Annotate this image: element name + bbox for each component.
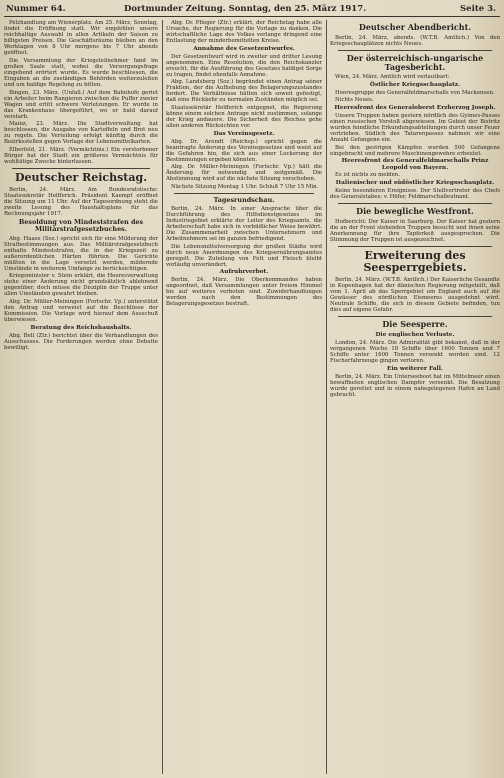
sub-heading: Das Vereinsgesetz. (213, 130, 275, 137)
article-paragraph: Abg. Dr. Arendt (Reichsp.) spricht gegen die beantragte Änderung des Vereinsgesetzes und weist auf die Gefahren hin, die sich aus einer Lockerung der Bestimmungen ergeben könnten. (166, 138, 322, 163)
article-paragraph: Abg. Haase (Soz.) spricht sich für eine Milderung der Strafbestimmungen aus. Das Militärstrafgesetzbuch enthalte Mindeststrafen, die in der Kriegszeit zu außerordentlichen Härten führten. Die Gerichte müßten in die Lage versetzt werden, mildernde Umstände in weiterem Umfange zu berücksichtigen. (4, 235, 158, 272)
section-heading: Erweiterung des Seesperrgebiets. (363, 248, 467, 275)
paper-title-date: Dortmunder Zeitung. Sonntag, den 25. März 1917. (124, 4, 367, 14)
article-paragraph: Berlin, 24. März, abends. (W.T.B. Amtlich.) Von den Kriegsschauplätzen nichts Neues. (330, 34, 500, 47)
article-paragraph: Abg. Bell (Ztr.) berichtet über die Verhandlungen des Ausschusses. Die Forderungen werden ohne Debatte bewilligt. (4, 332, 158, 351)
section-heading: Der österreichisch-ungarische Tagesbericht. (346, 52, 484, 72)
page-number: Seite 3. (460, 4, 496, 14)
sub-heading: Östlicher Kriegsschauplatz. (369, 82, 461, 89)
divider (338, 316, 492, 317)
column-3 (330, 20, 500, 774)
divider (338, 246, 492, 247)
article-paragraph: Elberfeld, 21. März. (Vermächtnis.) Ein verstorbener Bürger hat der Stadt ein größeres Vermächtnis für wohltätige Zwecke hinterlassen. (4, 146, 158, 166)
article-paragraph: Staatssekretär Helfferich entgegnet, die Regierung könne einem solchen Antrage nicht zustimmen, solange der Krieg andauere. Die Sicherheit des Reiches gehe allen anderen Rücksichten vor. (166, 104, 322, 130)
article-paragraph: Die Lebensmittelversorgung der großen Städte wird durch neue Anordnungen des Kriegsernährungsamtes geregelt. Die Zuteilung von Fett und Fleisch bleibt vorläufig unverändert. (166, 243, 322, 268)
article-paragraph: Nächste Sitzung Montag 1 Uhr. Schluß 7 Uhr 15 Min. (171, 183, 319, 190)
masthead (4, 2, 500, 17)
article-paragraph: Unsere Truppen haben gestern nördlich des Gyimes-Passes einen russischen Vorstoß abgewiesen. Im Gebiet der Bistritz wurden feindliche Erkundungsabteilungen durch unser Feuer vertrieben. Südlich des Tatarenpasses nahmen wir eine Anzahl Gefangene ein. (330, 112, 500, 144)
article-paragraph: Bingen, 23. März. (Unfall.) Auf dem Bahnhofe geriet ein Arbeiter beim Rangieren zwischen die Puffer zweier Wagen und erlitt schwere Verletzungen. Er wurde in das Krankenhaus übergeführt, wo er bald darauf verstarb. (4, 89, 158, 120)
sub-heading: Heeresfront des Generalfeldmarschalls Prinz Leopold von Bayern. (341, 158, 489, 171)
sub-heading: Ein weiterer Fall. (387, 365, 443, 372)
article-paragraph: Nichts Neues. (335, 97, 374, 104)
sub-heading: Heeresfront des Generaloberst Erzherzog Joseph. (334, 105, 496, 111)
article-paragraph: London, 24. März. Die Admiralität gibt bekannt, daß in der vergangenen Woche 18 Schiffe über 1600 Tonnen und 7 Schiffe unter 1600 Tonnen versenkt worden sind. 12 Fischerfahrzeuge gingen verloren. (330, 340, 500, 365)
article-paragraph: Hofbericht: Der Kaiser in Saarburg. Der Kaiser hat gestern die an der Front stehenden Truppen besucht und ihnen seine Anerkennung für ihre Tapferkeit ausgesprochen. Die Stimmung der Truppen ist ausgezeichnet. (330, 218, 500, 243)
article-paragraph: Die Versammlung der Kriegsteilnehmer fand im großen Saale statt, wobei die Versorgungsfrage eingehend erörtert wurde. Es wurde beschlossen, die Eingaben an die zuständigen Behörden weiterzuleiten und um baldige Regelung zu bitten. (4, 57, 158, 88)
article-paragraph: Es ist nichts zu melden. (335, 172, 400, 179)
sub-heading: Annahme des Gesetzentwurfes. (193, 45, 295, 52)
article-paragraph: Kriegsminister v. Stein erklärt, die Heeresverwaltung stehe einer Änderung nicht grundsätzlich ablehnend gegenüber, doch müsse die Disziplin der Truppe unter allen Umständen gewahrt bleiben. (4, 273, 158, 298)
section-heading: Deutscher Reichstag. (14, 171, 148, 185)
sub-heading: Besoldung von Mindeststrafen des Militärstrafgesetzbuches. (18, 218, 144, 234)
article-paragraph: Keine besonderen Ereignisse. Der Stellvertreter des Chefs des Generalstabes: v. Höfer, Feldmarschalleutnant. (330, 187, 500, 200)
sub-heading: Tagesrundschau. (213, 195, 275, 204)
section-heading: Die Seesperre. (382, 319, 448, 330)
article-paragraph: Abg. Dr. Müller-Meiningen (Fortschr. Vp.) unterstützt den Antrag und verweist auf die Beschlüsse der Kommission. Die Vorlage wird hierauf dem Ausschuß überwiesen. (4, 298, 158, 324)
article-paragraph: Berlin, 24. März. Ein Unterseeboot hat im Mittelmeer einen bewaffneten englischen Dampfer versenkt. Die Besatzung wurde gerettet und in einem nahegelegenen Hafen an Land gebracht. (330, 373, 500, 398)
column-2 (166, 20, 322, 774)
article-paragraph: Wien, 24. März. Amtlich wird verlautbart: (335, 74, 450, 81)
article-paragraph: Berlin, 24. März. Die Oberkommandos haben angeordnet, daß Versammlungen unter freiem Himmel bis auf weiteres verboten sind. Zuwiderhandlungen werden nach den Bestimmungen des Belagerungsgesetzes bestraft. (166, 277, 322, 308)
article-paragraph: Berlin, 24. März. Am Bundesratstische: Staatssekretär Helfferich. Präsident Kaempf eröffnet die Sitzung um 11 Uhr. Auf der Tagesordnung steht die zweite Lesung des Haushaltsplans für das Rechnungsjahr 1917. (4, 187, 158, 218)
sub-heading: Die englischen Verluste. (375, 332, 455, 339)
article-paragraph: Heeresgruppe des Generalfeldmarschalls von Mackensen. (335, 89, 495, 96)
divider (338, 203, 492, 204)
article-paragraph: Abg. Dr. Müller-Meiningen (Fortschr. Vp.) hält die Änderung für notwendig und zeitgemäß. Die Abstimmung wird auf die nächste Sitzung verschoben. (166, 164, 322, 183)
divider (338, 50, 492, 51)
sub-heading: Beratung des Reichshaushalts. (30, 324, 132, 331)
article-paragraph: Berlin, 24. März. (W.T.B. Amtlich.) Der Kaiserliche Gesandte in Kopenhagen hat der dänischen Regierung mitgeteilt, daß vom 1. April ab das Sperrgebiet um England auch auf die Gewässer des nördlichen Eismeeres ausgedehnt wird. Neutrale Schiffe, die sich in diesem Gebiete befinden, tun dies auf eigene Gefahr. (330, 277, 500, 314)
article-paragraph: Der Gesetzentwurf wird in zweiter und dritter Lesung angenommen. Eine Resolution, die den Reichskanzler ersucht, für die Ausführung des Gesetzes baldigst Sorge zu tragen, findet ebenfalls Annahme. (166, 53, 322, 78)
article-paragraph: Abg. Landsberg (Soz.) begründet einen Antrag seiner Fraktion, der die Aufhebung des Belagerungszustandes fordert. Die Verhältnisse hätten sich soweit gefestigt, daß eine Rückkehr zu normalen Zuständen möglich sei. (166, 79, 322, 104)
column-rule (162, 20, 163, 774)
issue-number: Nummer 64. (6, 4, 66, 14)
article-paragraph: Bei den gestrigen Kämpfen wurden 500 Gefangene eingebracht und mehrere Maschinengewehre erbeutet. (330, 144, 500, 157)
section-heading: Die bewegliche Westfront. (356, 205, 474, 216)
article-paragraph: Pelzhandlung am Wienerplatz. Am 25. März, Sonntag, findet die Eröffnung statt. Wir empfehlen unsere reichhaltige Auswahl in allen Artikeln der Saison zu billigsten Preisen. Die Geschäftsräume bleiben an den Werktagen von 8 Uhr morgens bis 7 Uhr abends geöffnet. (4, 20, 158, 57)
article-paragraph: Mainz, 23. März. Die Stadtverwaltung hat beschlossen, die Ausgabe von Kartoffeln und Brot neu zu regeln. Die Verteilung erfolgt künftig durch die Bezirksstellen gegen Vorlage der Lebensmittelkarten. (4, 121, 158, 146)
article-paragraph: Abg. Dr. Pfleger (Ztr.) erklärt, der Reichstag habe alle Ursache, der Regierung für die Vorlage zu danken. Die wirtschaftliche Lage des Volkes verlange dringend eine Entlastung der minderbemittelten Kreise. (166, 20, 322, 45)
column-rule (326, 20, 327, 774)
column-1 (4, 20, 158, 774)
divider (174, 193, 314, 194)
sub-heading: Aufruhrverbot. (219, 269, 269, 276)
divider (12, 168, 150, 169)
sub-heading: Italienischer und südöstlicher Kriegsschauplatz. (335, 180, 495, 186)
section-heading: Deutscher Abendbericht. (358, 22, 472, 32)
article-paragraph: Berlin, 24. März. In einer Ansprache über die Durchführung des Hilfsdienstgesetzes im Industriegebiet erklärte der Leiter des Kriegsamts, die Arbeiterschaft habe sich in vorbildlicher Weise bewährt. Die Zusammenarbeit zwischen Unternehmern und Arbeitnehmern sei im ganzen befriedigend. (166, 205, 322, 243)
